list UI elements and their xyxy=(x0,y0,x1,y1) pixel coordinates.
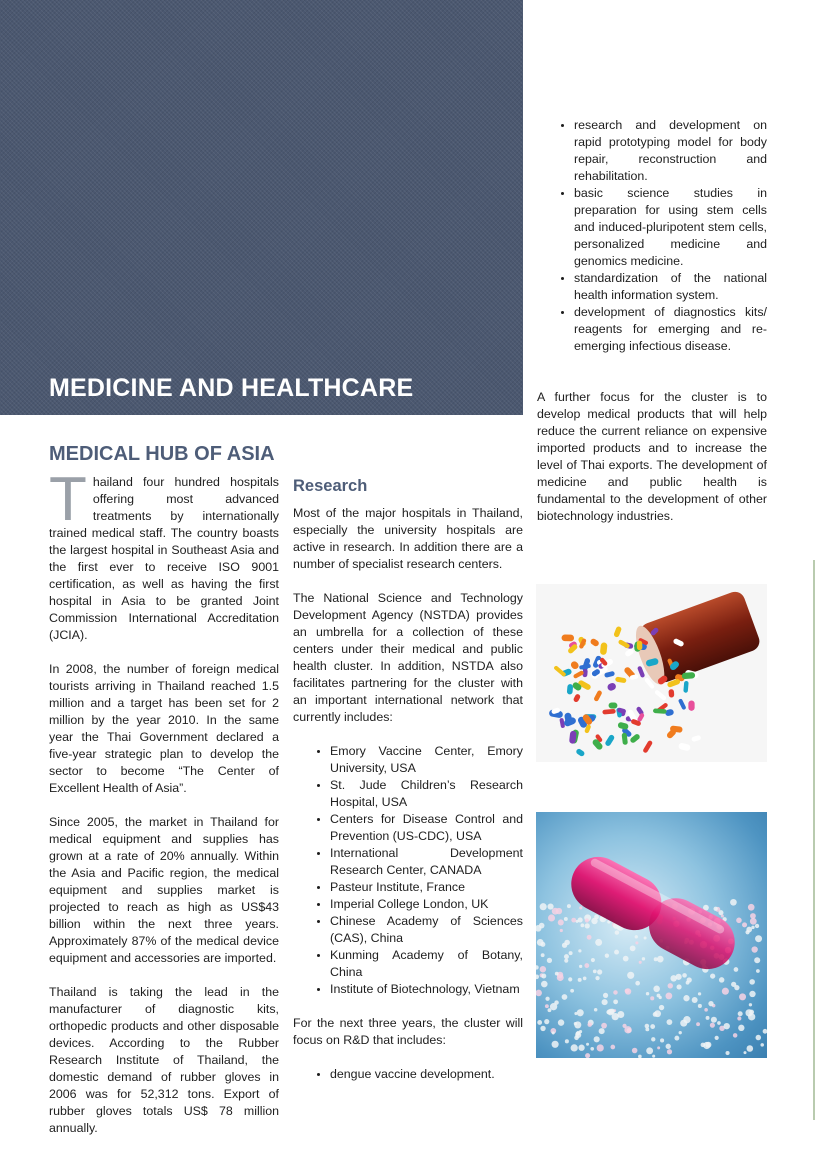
granule-dot xyxy=(651,1037,655,1041)
granule-dot xyxy=(584,963,589,968)
granule-dot xyxy=(638,1055,642,1058)
granule-dot xyxy=(746,927,752,933)
paragraph-research-intro: Most of the major hospitals in Thailand, especially the university hospitals are active in research. In addition there are a number of specialist research centers. xyxy=(293,506,523,571)
granule-dot xyxy=(605,954,609,958)
granule-dot xyxy=(736,918,742,924)
granule-dot xyxy=(555,972,559,976)
intro-paragraph xyxy=(49,465,279,644)
granule-dot xyxy=(558,919,564,925)
granule-dot xyxy=(704,1008,708,1012)
granule-dot xyxy=(548,914,555,921)
granule-dot xyxy=(587,935,592,940)
granule-dot xyxy=(717,1021,721,1025)
granule-dot xyxy=(556,908,562,914)
granule-dot xyxy=(594,1008,598,1012)
granule-dot xyxy=(537,1020,542,1025)
granule-dot xyxy=(577,1009,584,1016)
granule-dot xyxy=(665,993,672,1000)
granule-dot xyxy=(541,953,545,957)
granule-dot xyxy=(751,946,757,952)
list-item: • basic science studies in preparation for using stem cells and induced-pluripotent stem cells, personalized medicine and genomics medicine. xyxy=(574,185,767,270)
granule-dot xyxy=(646,992,649,995)
granule-dot xyxy=(545,1004,549,1008)
granule-dot xyxy=(756,969,760,973)
pill-shape xyxy=(604,734,615,747)
granule-dot xyxy=(574,1022,577,1025)
granule-dot xyxy=(560,929,563,932)
pill-shape xyxy=(617,722,629,731)
granule-dot xyxy=(569,951,573,955)
pill-shape xyxy=(600,642,608,655)
list-item: • dengue vaccine development. xyxy=(330,1066,523,1083)
granule-dot xyxy=(724,1023,730,1029)
focus-list-part2 xyxy=(537,117,767,355)
list-item: • standardization of the national health information system. xyxy=(574,270,767,304)
granule-dot xyxy=(585,923,590,928)
granule-dot xyxy=(650,996,654,1000)
granule-dot xyxy=(607,920,610,923)
granule-dot xyxy=(687,977,692,982)
granule-dot xyxy=(750,918,757,925)
granule-dot xyxy=(627,972,634,979)
granule-dot xyxy=(565,1039,569,1043)
granule-dot xyxy=(545,997,549,1001)
granule-dot xyxy=(586,1043,589,1046)
granule-dot xyxy=(597,969,602,974)
paragraph-further-focus: A further focus for the cluster is to develop medical products that will help reduce the current reliance on expensive imported products and to increase the level of Thai exports. The development of medicine and public health is fundamental to the development of other biotechnology industries. xyxy=(537,390,767,523)
granule-dot xyxy=(710,1023,715,1028)
granule-dot xyxy=(591,958,595,962)
granule-dot xyxy=(668,983,673,988)
granule-dot xyxy=(562,994,568,1000)
granule-dot xyxy=(657,1046,660,1049)
granule-dot xyxy=(692,997,698,1003)
pill-shape xyxy=(567,684,573,695)
granule-dot xyxy=(754,957,760,963)
paragraph-medical-tourists: In 2008, the number of foreign medical tourists arriving in Thailand reached 1.5 million and a target has been set for 2 million by the year 2010. In the same year the Thai Government declared a five-year strategic plan to develop the sector to become “The Center of Excellent Health of Asia”. xyxy=(49,662,279,795)
granule-dot xyxy=(578,978,582,982)
granule-dot xyxy=(737,1016,741,1020)
pill-shape xyxy=(602,709,616,715)
paragraph-nstda: The National Science and Technology Development Agency (NSTDA) provides an umbrella for a collection of these centers under their medical and public health cluster. In addition, NSTDA also facilitates partnering for the cluster with an important international network that currently includes: xyxy=(293,591,523,724)
granule-dot xyxy=(547,903,553,909)
granule-dot xyxy=(635,935,638,938)
granule-dot xyxy=(666,1044,671,1049)
granule-dot xyxy=(755,935,762,942)
granule-dot xyxy=(653,1012,658,1017)
pill-shape xyxy=(608,702,617,708)
granule-dot xyxy=(708,1001,713,1006)
granule-dot xyxy=(653,986,660,993)
granule-dot xyxy=(583,977,587,981)
list-item: • Imperial College London, UK xyxy=(330,896,523,913)
granule-dot xyxy=(558,1019,564,1025)
paragraph-focus-intro: For the next three years, the cluster will focus on R&D that includes: xyxy=(293,1016,523,1047)
granule-dot xyxy=(578,1045,584,1051)
pill-shape xyxy=(589,638,600,648)
granule-dot xyxy=(705,1042,711,1048)
list-item: • Pasteur Institute, France xyxy=(330,879,523,896)
granule-dot xyxy=(760,1043,764,1047)
granule-dot xyxy=(734,985,739,990)
granule-dot xyxy=(650,1024,655,1029)
granule-dot xyxy=(713,907,717,911)
granule-dot xyxy=(739,993,746,1000)
granule-dot xyxy=(667,1019,673,1025)
column-1 xyxy=(49,465,279,1154)
granule-dot xyxy=(590,1047,594,1051)
granule-dot xyxy=(540,966,546,972)
granule-dot xyxy=(745,1009,752,1016)
granule-dot xyxy=(552,1031,555,1034)
granule-dot xyxy=(578,917,583,922)
pills-bottle-photo xyxy=(536,584,767,762)
granule-dot xyxy=(578,949,581,952)
granule-dot xyxy=(696,1022,700,1026)
granule-dot xyxy=(547,958,552,963)
paragraph-diagnostic-kits: Thailand is taking the lead in the manufacturer of diagnostic kits, orthopedic products and other disposable devices. According to the Rubber Research Institute of Thailand, the domestic demand of rubber gloves in 2006 was for 52,312 tons. Export of rubber gloves totals US$ 78 million annually. xyxy=(49,985,279,1135)
pill-shape xyxy=(688,701,694,711)
granule-dot xyxy=(595,976,599,980)
list-item: • St. Jude Children’s Research Hospital, USA xyxy=(330,777,523,811)
granule-dot xyxy=(574,1012,577,1015)
granule-dot xyxy=(613,999,618,1004)
column-2 xyxy=(293,478,523,1100)
granule-dot xyxy=(603,993,608,998)
column-3 xyxy=(537,117,767,542)
granule-dot xyxy=(642,957,645,960)
pill-shape xyxy=(654,689,667,701)
network-list xyxy=(293,743,523,998)
pill-shape xyxy=(678,742,691,751)
granule-dot xyxy=(541,981,548,988)
granule-dot xyxy=(610,1045,615,1050)
granule-dot xyxy=(749,979,755,985)
granule-dot xyxy=(614,950,619,955)
granule-dot xyxy=(683,995,689,1001)
granule-dot xyxy=(587,1022,592,1027)
granule-dot xyxy=(571,1044,578,1051)
paragraph-market-growth: Since 2005, the market in Thailand for medical equipment and supplies has grown at a rate of 20% annually. Within the Asia and Pacific region, the medical equipment and supplies market is projected to reach as high as US$43 billion within the next three years. Approximately 87% of the medical device equipment and accessories are imported. xyxy=(49,815,279,965)
granule-dot xyxy=(540,942,545,947)
granule-dot xyxy=(575,1032,581,1038)
pill-shape xyxy=(668,689,674,698)
pills-illustration xyxy=(536,584,767,762)
granule-dot xyxy=(539,923,545,929)
granule-dot xyxy=(630,945,636,951)
granule-dot xyxy=(645,1024,650,1029)
granule-dot xyxy=(734,967,739,972)
capsule-photo xyxy=(536,812,767,1058)
granule-dot xyxy=(562,943,567,948)
granule-dot xyxy=(624,1026,631,1033)
granule-dot xyxy=(710,973,715,978)
granule-dot xyxy=(632,1048,638,1054)
pill-shape xyxy=(575,748,585,757)
granule-dot xyxy=(683,1016,690,1023)
granule-dot xyxy=(756,1035,762,1041)
pill-shape xyxy=(653,708,667,713)
granule-dot xyxy=(706,1016,710,1020)
granule-dot xyxy=(593,970,597,974)
intro-text: hailand four hundred hospitals offering most advanced treatments by internationally trained medical staff. The country boasts the largest hospital in Southeast Asia and the first ever to receive ISO 9001 certification, as well as having the first hospital in Asia to be granted Joint Commission International Accreditation (JCIA). xyxy=(49,475,279,642)
granule-dot xyxy=(570,989,574,993)
granule-dot xyxy=(674,1036,679,1041)
granule-dot xyxy=(585,1053,590,1058)
granule-dot xyxy=(571,918,576,923)
header-banner xyxy=(0,0,523,415)
granule-dot xyxy=(602,999,608,1005)
granule-dot xyxy=(635,941,638,944)
granule-dot xyxy=(677,984,682,989)
granule-dot xyxy=(738,1025,744,1031)
granule-dot xyxy=(679,1031,682,1034)
granule-dot xyxy=(579,906,582,909)
granule-dot xyxy=(601,1023,607,1029)
granule-dot xyxy=(747,1045,754,1052)
section-title-research: Research xyxy=(293,477,368,495)
pill-shape xyxy=(573,670,585,679)
granule-dot xyxy=(698,992,701,995)
pill-shape xyxy=(569,660,580,671)
page-title: MEDICINE AND HEALTHCARE xyxy=(49,374,414,402)
granule-dot xyxy=(715,1036,719,1040)
granule-dot xyxy=(682,973,687,978)
granule-dot xyxy=(607,1009,614,1016)
granule-dot xyxy=(730,899,737,906)
granule-dot xyxy=(670,975,677,982)
granule-dot xyxy=(594,915,599,920)
pill-shape xyxy=(678,698,687,710)
granule-dot xyxy=(623,956,629,962)
pill-shape xyxy=(618,639,631,649)
pill-shape xyxy=(615,676,627,683)
granule-dot xyxy=(564,917,568,921)
granule-dot xyxy=(585,918,589,922)
granule-dot xyxy=(564,959,568,963)
granule-dot xyxy=(580,923,584,927)
pill-shape xyxy=(691,735,701,742)
granule-dot xyxy=(564,954,569,959)
granule-dot xyxy=(763,1029,767,1034)
list-item: • Centers for Disease Control and Prevention (US-CDC), USA xyxy=(330,811,523,845)
list-item: • Chinese Academy of Sciences (CAS), China xyxy=(330,913,523,947)
pill-shape xyxy=(642,740,653,754)
granule-dot xyxy=(550,1003,557,1010)
granule-dot xyxy=(536,974,539,979)
granule-dot xyxy=(540,903,547,910)
list-item: • research and development on rapid prototyping model for body repair, reconstruction and rehabilitation. xyxy=(574,117,767,185)
granule-dot xyxy=(711,1017,717,1023)
granule-dot xyxy=(567,904,571,908)
granule-dot xyxy=(594,1036,600,1042)
granule-dot xyxy=(733,1033,738,1038)
drop-cap: T xyxy=(49,465,87,534)
granule-dot xyxy=(755,924,759,928)
focus-list-part1 xyxy=(293,1066,523,1083)
list-item: • development of diagnostics kits/ reagents for emerging and re-emerging infectious disease. xyxy=(574,304,767,355)
pill-shape xyxy=(562,634,575,641)
capsule-illustration xyxy=(536,812,767,1058)
granule-dot xyxy=(613,990,617,994)
granule-dot xyxy=(660,1038,664,1042)
granule-dot xyxy=(719,977,725,983)
granule-dot xyxy=(541,973,546,978)
granule-dot xyxy=(657,956,664,963)
page-edge-line xyxy=(813,560,815,1120)
granule-dot xyxy=(743,1051,746,1054)
pill-shape xyxy=(593,690,602,702)
granule-dot xyxy=(597,1044,604,1051)
pill-shape xyxy=(606,682,617,692)
granule-dot xyxy=(599,1028,605,1034)
list-item: • Emory Vaccine Center, Emory University, USA xyxy=(330,743,523,777)
granule-dot xyxy=(749,1003,752,1006)
pill-shape xyxy=(683,681,688,693)
granule-dot xyxy=(654,957,658,961)
granule-dot xyxy=(721,914,724,917)
granule-dot xyxy=(635,981,640,986)
granule-dot xyxy=(652,1055,655,1058)
granule-dot xyxy=(625,988,631,994)
granule-dot xyxy=(698,1004,702,1008)
granule-dot xyxy=(742,922,747,927)
list-item: • International Development Research Center, CANADA xyxy=(330,845,523,879)
pill-shape xyxy=(573,693,581,703)
granule-dot xyxy=(579,965,582,968)
granule-dot xyxy=(659,996,662,999)
granule-dot xyxy=(738,1011,743,1016)
pill-shape xyxy=(613,626,622,638)
granule-dot xyxy=(748,904,755,911)
granule-dot xyxy=(540,1026,545,1031)
pill-shape xyxy=(682,672,696,679)
granule-dot xyxy=(615,930,619,934)
granule-dot xyxy=(659,1005,664,1010)
section-title-medical-hub: MEDICAL HUB OF ASIA xyxy=(49,443,275,465)
granule-dot xyxy=(568,977,572,981)
granule-dot xyxy=(595,939,602,946)
pill-shape xyxy=(624,648,635,658)
list-item: • Institute of Biotechnology, Vietnam xyxy=(330,981,523,998)
granule-dot xyxy=(749,991,755,997)
granule-dot xyxy=(726,1051,730,1055)
granule-dot xyxy=(667,1049,672,1054)
granule-dot xyxy=(722,988,729,995)
granule-dot xyxy=(644,936,647,939)
granule-dot xyxy=(646,1047,653,1054)
granule-dot xyxy=(639,961,642,964)
granule-dot xyxy=(552,1041,559,1048)
granule-dot xyxy=(751,926,754,929)
list-item: • Kunming Academy of Botany, China xyxy=(330,947,523,981)
granule-dot xyxy=(544,1019,549,1024)
granule-dot xyxy=(536,990,542,997)
pill-shape xyxy=(637,641,643,651)
granule-dot xyxy=(536,965,539,969)
